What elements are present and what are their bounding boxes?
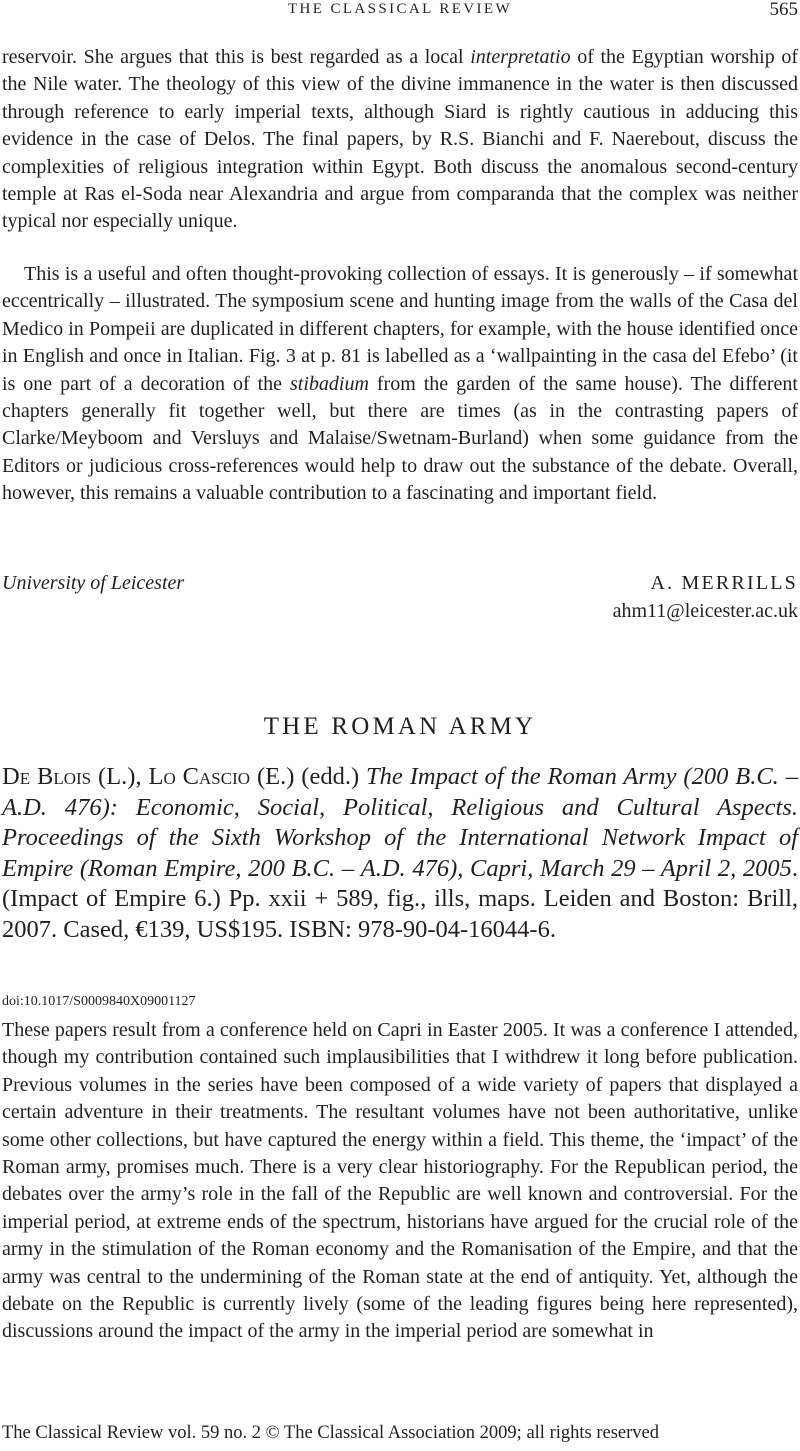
book-editors: De Blois (L.), Lo Cascio (E.) <box>2 763 295 790</box>
title-run: The Impact of the Roman Army (200 <box>366 763 736 790</box>
title-run: 476): Economic, Social, Political, Religious and Cultural Aspects. Proceedings of the Sixth Workshop of the International Network Impact of Empire (Roman Empire, 200 <box>2 793 798 882</box>
reviewer-name: A. MERRILLS <box>650 572 798 594</box>
journal-running-title: THE CLASSICAL REVIEW <box>287 1 513 17</box>
previous-review-paragraph-1 <box>2 44 798 236</box>
copyright-footer: The Classical Review vol. 59 no. 2 © The Classical Association 2009; all rights reserved <box>2 1423 659 1443</box>
title-run: 476), Capri, March 29 – April 2, 2005 <box>405 854 792 882</box>
era-abbreviation: A.D. <box>360 854 406 882</box>
review-body-paragraph-1: These papers result from a conference held on Capri in Easter 2005. It was a conference I attended, though my contribution contained such implausibilities that I withdrew it long before publication. Previous volumes in the series have been composed of a wide variety of papers that displayed a certain adventure in their treatments. The resultant volumes have not been authoritative, unlike some other collections, but have captured the energy within a field. This theme, the ‘impact’ of the Roman army, promises much. There is a very clear historiography. For the Republican period, the debates over the army’s role in the fall of the Republic are well known and controversial. For the imperial period, at extreme ends of the spectrum, historians have argued for the crucial role of the army in the stimulation of the Roman economy and the Romanisation of the Empire, and that the army was central to the undermining of the Roman state at the end of antiquity. Yet, although the debate on the Republic is currently lively (some of the leading figures being here represented), discussions around the impact of the army in the imperial period are somewhat in <box>2 1019 798 1343</box>
bibliographic-entry <box>2 762 798 945</box>
italic-term: stibadium <box>290 372 369 395</box>
editors-marker: (edd.) <box>294 763 367 790</box>
era-abbreviation: A.D. <box>2 793 47 821</box>
section-heading: THE ROMAN ARMY <box>263 713 537 740</box>
era-abbreviation: B.C. <box>735 763 779 790</box>
publication-details: . (Impact of Empire 6.) Pp. xxii + 589, fig., ills, maps. Leiden and Boston: Brill, 2007. Cased, €139, US$195. ISBN: 978-90-04-16044-6. <box>2 854 799 943</box>
text-run: from the garden of the same house). The different chapters generally fit together well, but there are times (as in the contrasting papers of Clarke/Meyboom and Versluys and Malaise/Swetnam-Burland) when some guidance from the Editors or judicious cross-references would help to draw out the substance of the debate. Overall, however, this remains a valuable contribution to a fascinating and important field. <box>2 372 798 505</box>
running-head <box>0 0 800 22</box>
title-run: – <box>335 854 361 882</box>
reviewer-email: ahm11@leicester.ac.uk <box>612 600 798 622</box>
doi: doi:10.1017/S0009840X09001127 <box>2 994 196 1009</box>
era-abbreviation: B.C. <box>291 854 336 882</box>
page-number: 565 <box>769 0 798 20</box>
text-run: This is a useful and often thought-provoking collection of essays. It is generously – if somewhat eccentrically – illustrated. The symposium scene and hunting image from the walls of the Casa del Medico in Pompeii are duplicated in different chapters, for example, with the house identified once in English and once in Italian. Fig. 3 at p. 81 is labelled as a ‘wallpainting in the casa del Efebo’ (it is one part of a decoration of the <box>2 263 798 395</box>
text-run: of the Egyptian worship of the Nile water. The theology of this view of the divine immanence in the water is then discussed through reference to early imperial texts, although Siard is rightly cautious in adducing this evidence in the case of Delos. The final papers, by R.S. Bianchi and F. Naerebout, discuss the complexities of religious integration within Egypt. Both discuss the anomalous second-century temple at Ras el-Soda near Alexandria and argue from comparanda that the complex was neither typical nor especially unique. <box>2 46 799 233</box>
title-run: – <box>778 763 798 790</box>
italic-term: interpretatio <box>470 46 571 68</box>
previous-review-paragraph-2 <box>2 261 798 508</box>
reviewer-affiliation: University of Leicester <box>2 572 185 594</box>
text-run: reservoir. She argues that this is best regarded as a local <box>2 46 471 68</box>
